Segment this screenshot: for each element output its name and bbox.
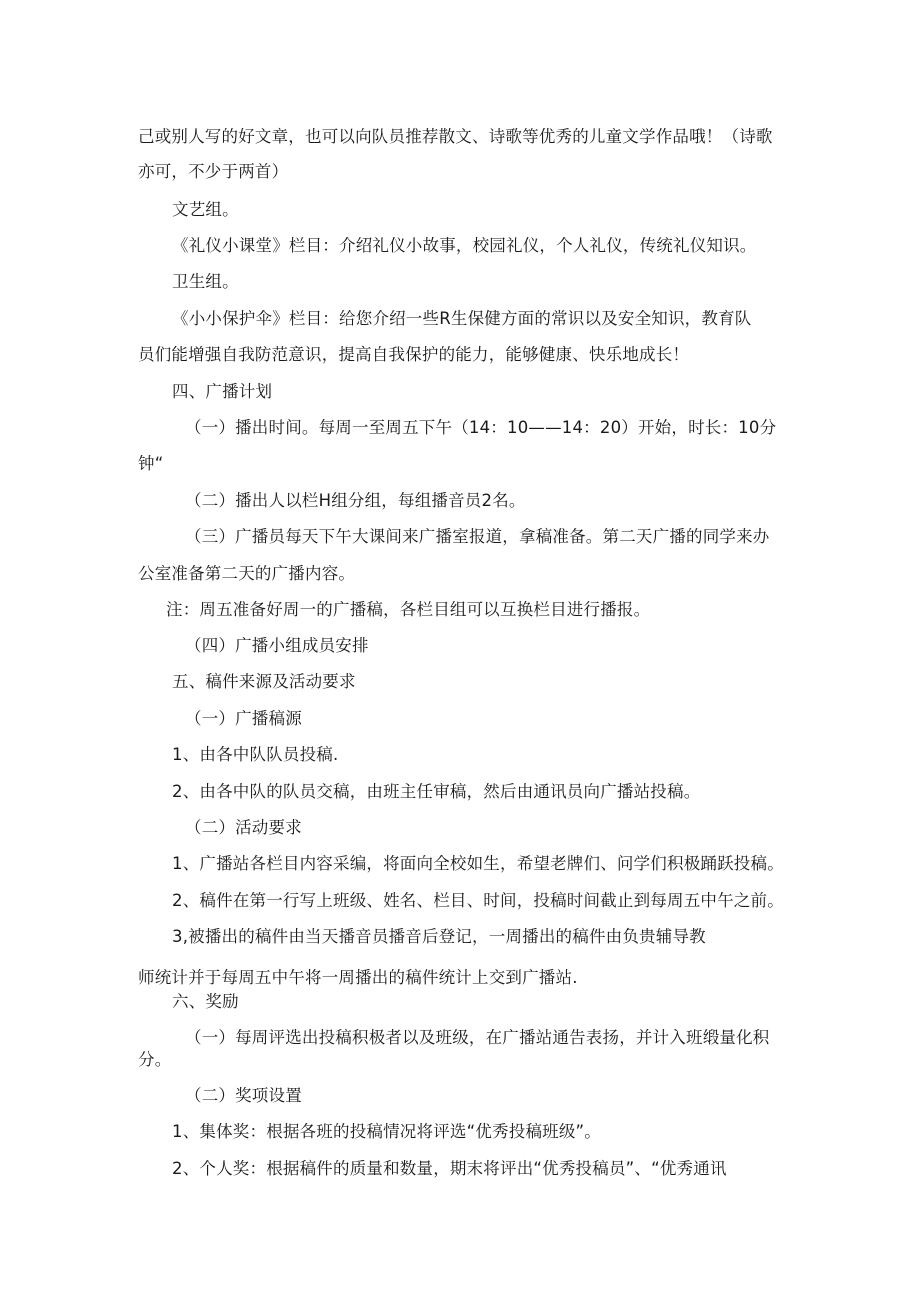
subheading-activity-requirements: （二）活动要求 (185, 818, 302, 837)
paragraph-daily-report-line-1: （三）广播员每天下午大课间来广播室报道，拿稿准备。第二天广播的同学来办 (185, 527, 770, 546)
section-heading-sources-requirements: 五、稿件来源及活动要求 (172, 672, 356, 691)
list-item-requirement-3-line-1: 3,被播出的稿件由当天播音员播音后登记，一周播出的稿件由负贵辅导教 (172, 927, 706, 946)
subheading-broadcast-sources: （一）广播稿源 (185, 709, 302, 728)
paragraph-protection-column-line-2: 员们能增强自我防范意识，提高自我保护的能力，能够健康、快乐地成长！ (138, 345, 690, 364)
paragraph-broadcast-time-line-2: 钟“ (138, 454, 164, 473)
list-item-source-2: 2、由各中队的队员交稿，由班主任审稿，然后由通讯员向广播站投稿。 (172, 782, 701, 801)
paragraph-weekly-selection-line-1: （一）每周评选出投稿积极者以及班级，在广播站通告表扬，并计入班缎量化积 (185, 1028, 770, 1047)
section-heading-health-group: 卫生组。 (172, 272, 239, 291)
paragraph-line-2: 亦可，不少于两首） (138, 162, 289, 181)
list-item-requirement-1: 1、广播站各栏目内容采编，将面向全校如生，希望老牌们、问学们积极踊跃投稿。 (172, 854, 784, 873)
paragraph-broadcast-time-line-1: （一）播出时间。每周一至周五下午（14：10——14：20）开始，时长：10分 (185, 418, 777, 437)
paragraph-daily-report-line-2: 公室准备第二天的广播内容。 (138, 564, 356, 583)
paragraph-line-1: 己或别人写的好文章，也可以向队员推荐散文、诗歌等优秀的儿童文学作品哦！（诗歌 (138, 127, 773, 146)
list-item-source-1: 1、由各中队队员投稿. (172, 745, 339, 764)
list-item-collective-award: 1、集体奖：根据各班的投稿情况将评选“优秀投稿班级”。 (172, 1122, 601, 1141)
list-item-individual-award: 2、个人奖：根据稿件的质量和数量，期末将评出“优秀投稿员”、“优秀通讯 (172, 1159, 727, 1178)
section-heading-arts-group: 文艺组。 (172, 200, 239, 219)
paragraph-broadcaster-groups: （二）播出人以栏H组分组，每组播音员2名。 (185, 491, 526, 510)
list-item-requirement-3-line-2: 师统计并于每周五中午将一周播出的稿件统计上交到广播站. (138, 968, 578, 987)
paragraph-etiquette-column: 《礼仪小课堂》栏目：介绍礼仪小故事，校园礼仪，个人礼仪，传统礼仪知识。 (172, 236, 757, 255)
paragraph-protection-column-line-1: 《小小保护伞》栏目：给您介绍一些R生保健方面的常识以及安全知识，教育队 (172, 309, 752, 328)
section-heading-broadcast-plan: 四、广播计划 (172, 382, 273, 401)
subheading-award-settings: （二）奖项设置 (185, 1086, 302, 1105)
paragraph-weekly-selection-line-2: 分。 (138, 1050, 172, 1069)
paragraph-team-arrangement: （四）广播小组成员安排 (185, 636, 369, 655)
note-friday-prep: 注：周五准备好周一的广播稿，各栏目组可以互换栏目进行播报。 (166, 600, 651, 619)
list-item-requirement-2: 2、稿件在第一行写上班级、姓名、栏目、时间，投稿时间截止到每周五中午之前。 (172, 891, 784, 910)
section-heading-rewards: 六、奖励 (172, 992, 239, 1011)
